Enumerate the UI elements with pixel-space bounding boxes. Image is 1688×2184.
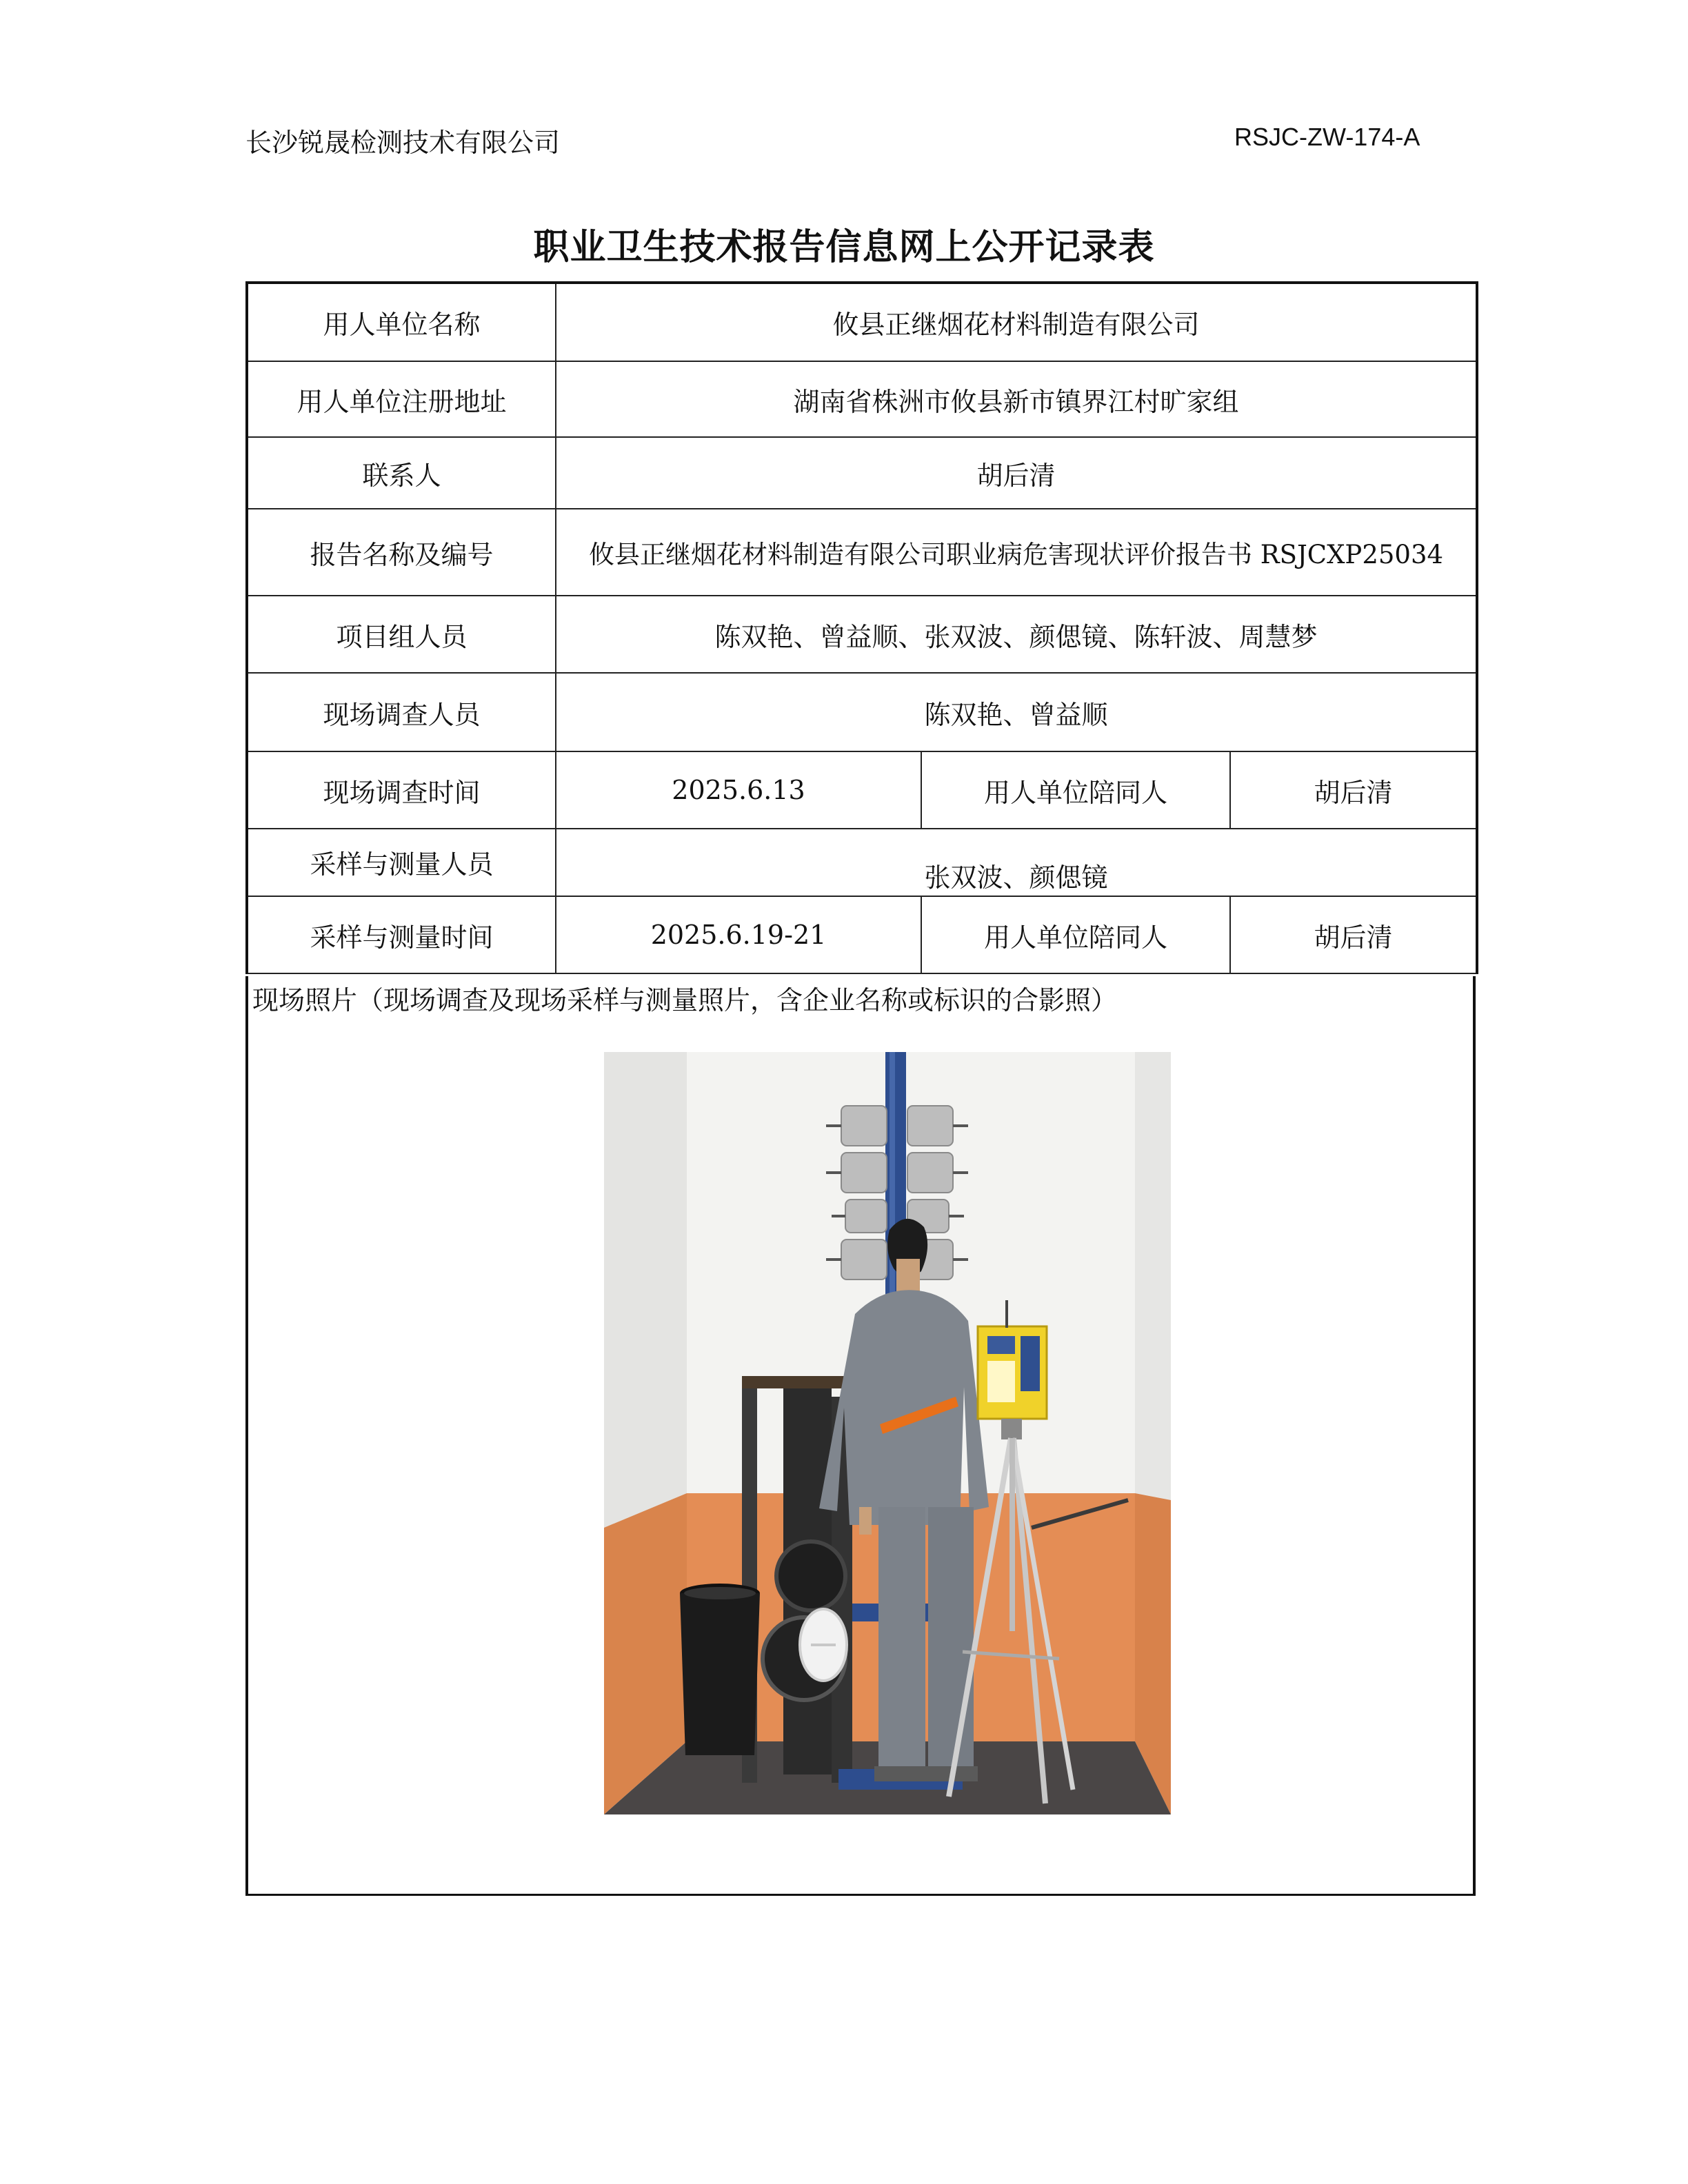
row-survey-staff	[247, 673, 1477, 751]
label-contact: 联系人	[247, 437, 556, 509]
label-survey-escort: 用人单位陪同人	[921, 751, 1230, 829]
row-sampling-staff	[247, 829, 1477, 896]
label-team: 项目组人员	[247, 596, 556, 673]
photo-caption: 现场照片（现场调查及现场采样与测量照片，含企业名称或标识的合影照）	[252, 985, 1118, 1015]
value-survey-time: 2025.6.13	[556, 751, 921, 829]
value-sampling-time: 2025.6.19-21	[556, 896, 921, 973]
trash-bin	[680, 1584, 760, 1755]
value-address: 湖南省株洲市攸县新市镇界江村旷家组	[556, 361, 1477, 437]
label-employer-name: 用人单位名称	[247, 283, 556, 361]
row-report	[247, 509, 1477, 596]
row-survey-time	[247, 751, 1477, 829]
label-sampling-time: 采样与测量时间	[247, 896, 556, 973]
value-sampling-staff: 张双波、颜偲镜	[556, 829, 1477, 896]
record-table	[245, 281, 1478, 974]
label-survey-staff: 现场调查人员	[247, 673, 556, 751]
value-survey-escort: 胡后清	[1230, 751, 1477, 829]
label-address: 用人单位注册地址	[247, 361, 556, 437]
value-sampling-escort: 胡后清	[1230, 896, 1477, 973]
label-sampling-staff: 采样与测量人员	[247, 829, 556, 896]
site-photo	[604, 1052, 1171, 1814]
label-survey-time: 现场调查时间	[247, 751, 556, 829]
row-contact	[247, 437, 1477, 509]
row-address	[247, 361, 1477, 437]
photo-section	[245, 976, 1476, 1896]
label-sampling-escort: 用人单位陪同人	[921, 896, 1230, 973]
value-report: 攸县正继烟花材料制造有限公司职业病危害现状评价报告书 RSJCXP25034	[556, 509, 1477, 596]
wall-right	[1135, 1052, 1171, 1535]
row-sampling-time	[247, 896, 1477, 973]
header-doc-code: RSJC-ZW-174-A	[1234, 123, 1420, 151]
value-employer-name: 攸县正继烟花材料制造有限公司	[556, 283, 1477, 361]
row-team	[247, 596, 1477, 673]
value-survey-staff: 陈双艳、曾益顺	[556, 673, 1477, 751]
value-team: 陈双艳、曾益顺、张双波、颜偲镜、陈轩波、周慧梦	[556, 596, 1477, 673]
label-report: 报告名称及编号	[247, 509, 556, 596]
header-company: 长沙锐晟检测技术有限公司	[245, 128, 561, 158]
page-title: 职业卫生技术报告信息网上公开记录表	[533, 227, 1155, 268]
row-employer-name	[247, 283, 1477, 361]
value-contact: 胡后清	[556, 437, 1477, 509]
wall-left	[604, 1052, 687, 1562]
